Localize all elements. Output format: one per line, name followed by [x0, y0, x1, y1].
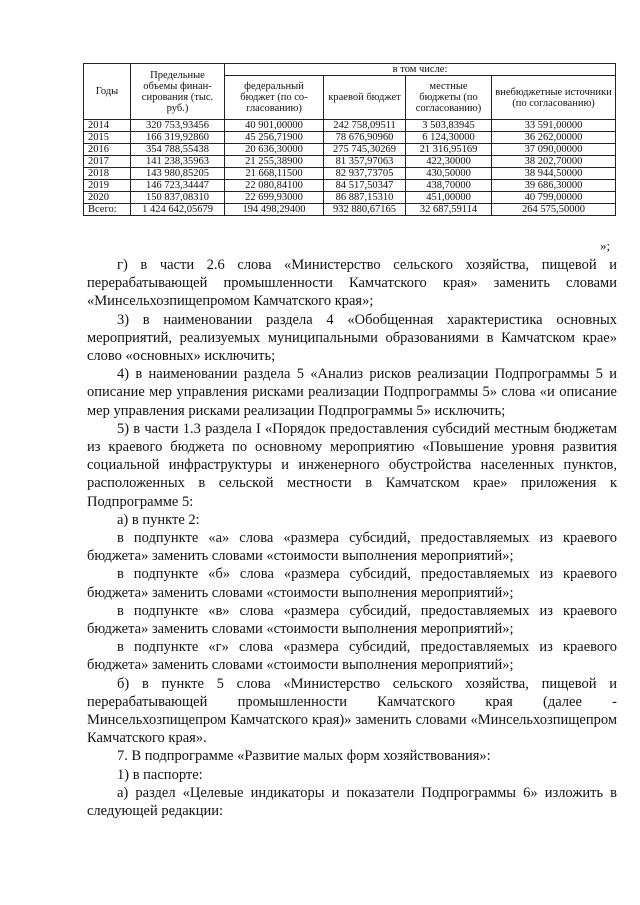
cell-local: 451,00000: [406, 192, 492, 204]
paragraph: в подпункте «г» слова «размера субсидий, предоставляемых из краевого бюджета» заменить словами «стоимости выполнения мероприятий»;: [87, 639, 617, 674]
paragraph: б) в пункте 5 слова «Министерство сельского хозяйства, пищевой и перерабатывающей промышленности Камчатского края (далее - Минсельхозпищепром Камчатского края)» заменить словами «Минсельхозпищепром Камчатского края».: [87, 675, 617, 747]
cell-federal: 22 699,93000: [225, 192, 324, 204]
cell-year: 2017: [84, 156, 131, 168]
cell-local: 21 316,95169: [406, 144, 492, 156]
cell-federal: 22 080,84100: [225, 180, 324, 192]
paragraph: в подпункте «б» слова «размера субсидий, предоставляемых из краевого бюджета» заменить словами «стоимости выполнения мероприятий»;: [87, 566, 617, 601]
closing-quote-mark: »;: [600, 238, 611, 253]
cell-federal: 21 668,11500: [225, 168, 324, 180]
cell-regional: 86 887,15310: [324, 192, 406, 204]
cell-extra: 38 202,70000: [492, 156, 616, 168]
cell-year: 2016: [84, 144, 131, 156]
paragraph: г) в части 2.6 слова «Министерство сельского хозяйства, пищевой и перерабатывающей промышленности Камчатского края» заменить словами «Минсельхозпищепромом Камчатского края»;: [87, 257, 617, 310]
table-total-row: [84, 204, 616, 216]
cell-extra: 33 591,00000: [492, 120, 616, 132]
cell-extra: 38 944,50000: [492, 168, 616, 180]
cell-regional: 275 745,30269: [324, 144, 406, 156]
cell-federal: 40 901,00000: [225, 120, 324, 132]
paragraph: а) в пункте 2:: [117, 511, 200, 528]
header-total: Предельные объемы финан-сирования (тыс. руб.): [131, 64, 225, 120]
cell-total: 1 424 642,05679: [131, 204, 225, 216]
cell-total: 143 980,85205: [131, 168, 225, 180]
paragraph: 5) в части 1.3 раздела I «Порядок предоставления субсидий местным бюджетам из краевого бюджета по основному мероприятию «Повышение уровня развития социальной инфраструктуры и инженерного обустройства населенных пунктов, расположенных в сельской местности в Камчатском крае» приложения к Подпрограмме 5:: [87, 420, 617, 510]
cell-federal: 21 255,38900: [225, 156, 324, 168]
cell-extra: 37 090,00000: [492, 144, 616, 156]
table-row: [84, 156, 616, 168]
cell-year: 2019: [84, 180, 131, 192]
cell-local: 3 503,83945: [406, 120, 492, 132]
cell-total: 146 723,34447: [131, 180, 225, 192]
table-row: [84, 132, 616, 144]
table-row: [84, 180, 616, 192]
table-row: [84, 168, 616, 180]
cell-regional: 242 758,09511: [324, 120, 406, 132]
table-row: [84, 192, 616, 204]
header-including: в том числе:: [225, 64, 616, 76]
header-federal: федеральный бюджет (по со-гласованию): [225, 76, 324, 120]
cell-local: 422,30000: [406, 156, 492, 168]
cell-local: 430,50000: [406, 168, 492, 180]
financing-table: [83, 63, 616, 216]
cell-year: Всего:: [84, 204, 131, 216]
cell-year: 2014: [84, 120, 131, 132]
cell-extra: 40 799,00000: [492, 192, 616, 204]
cell-local: 6 124,30000: [406, 132, 492, 144]
cell-extra: 39 686,30000: [492, 180, 616, 192]
paragraph: 7. В подпрограмме «Развитие малых форм хозяйствования»:: [117, 748, 491, 765]
document-body: [87, 256, 617, 820]
header-local: местные бюджеты (по согласованию): [406, 76, 492, 120]
table-row: [84, 120, 616, 132]
header-extra: внебюджетные источники (по согласованию): [492, 76, 616, 120]
cell-regional: 84 517,50347: [324, 180, 406, 192]
header-years: Годы: [84, 64, 131, 120]
cell-extra: 264 575,50000: [492, 204, 616, 216]
cell-federal: 20 636,30000: [225, 144, 324, 156]
paragraph: 1) в паспорте:: [117, 766, 203, 783]
cell-total: 320 753,93456: [131, 120, 225, 132]
cell-regional: 78 676,90960: [324, 132, 406, 144]
cell-local: 438,70000: [406, 180, 492, 192]
cell-local: 32 687,59114: [406, 204, 492, 216]
cell-regional: 932 880,67165: [324, 204, 406, 216]
cell-regional: 82 937,73705: [324, 168, 406, 180]
cell-year: 2020: [84, 192, 131, 204]
cell-year: 2018: [84, 168, 131, 180]
table-row: [84, 144, 616, 156]
paragraph: 3) в наименовании раздела 4 «Обобщенная характеристика основных мероприятий, реализуемых муниципальными образованиями в Камчатском крае» слово «основных» исключить;: [87, 311, 617, 365]
cell-year: 2015: [84, 132, 131, 144]
cell-federal: 45 256,71900: [225, 132, 324, 144]
cell-extra: 36 262,00000: [492, 132, 616, 144]
paragraph: в подпункте «а» слова «размера субсидий, предоставляемых из краевого бюджета» заменить словами «стоимости выполнения мероприятий»;: [87, 530, 617, 565]
paragraph: 4) в наименовании раздела 5 «Анализ рисков реализации Подпрограммы 5 и описание мер управления рисками реализации Подпрограммы 5» слова «и описание мер управления рисками реализации Подпрограммы 5» исключить;: [87, 366, 617, 419]
cell-regional: 81 357,97063: [324, 156, 406, 168]
paragraph: в подпункте «в» слова «размера субсидий, предоставляемых из краевого бюджета» заменить словами «стоимости выполнения мероприятий»;: [87, 602, 617, 638]
cell-total: 354 788,55438: [131, 144, 225, 156]
cell-total: 141 238,35963: [131, 156, 225, 168]
header-regional: краевой бюджет: [324, 76, 406, 120]
cell-total: 166 319,92860: [131, 132, 225, 144]
cell-federal: 194 498,29400: [225, 204, 324, 216]
paragraph: а) раздел «Целевые индикаторы и показатели Подпрограммы 6» изложить в следующей редакции:: [87, 784, 617, 820]
cell-total: 150 837,08310: [131, 192, 225, 204]
